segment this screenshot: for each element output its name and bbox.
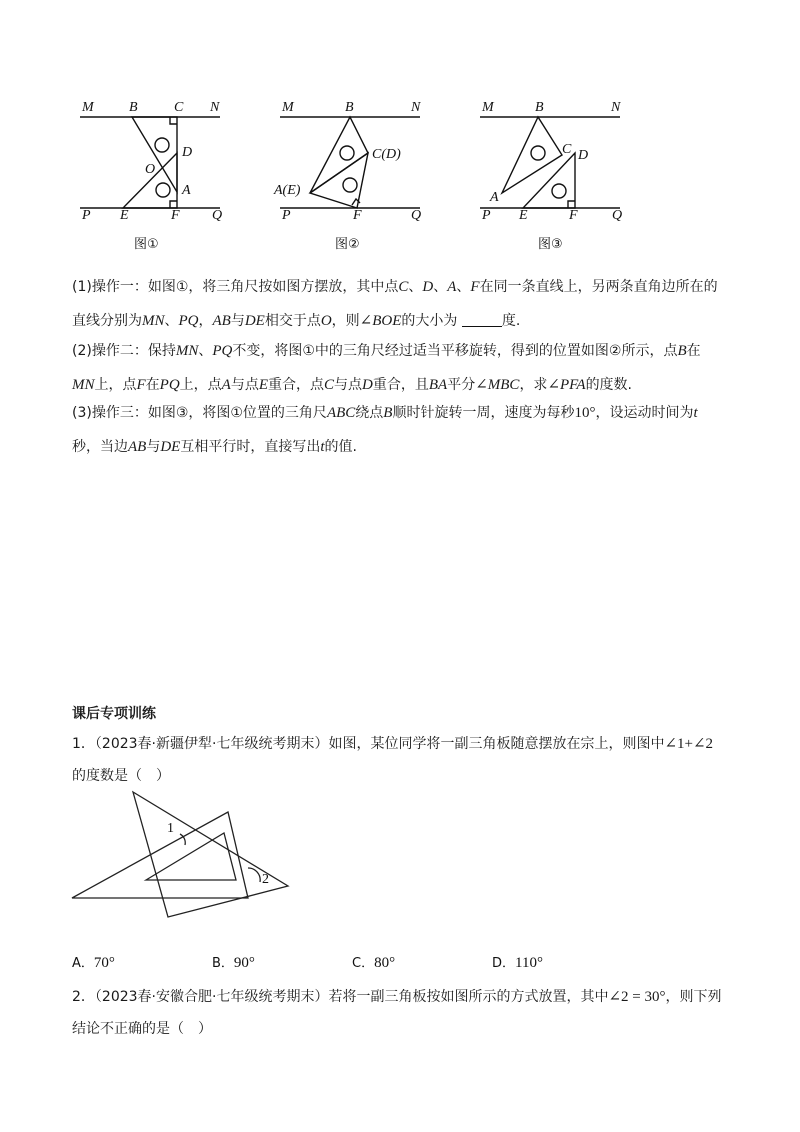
fig1-label-d: D <box>182 145 193 160</box>
fig1-label-q: Q <box>212 208 223 223</box>
fig3-label-q: Q <box>612 208 623 223</box>
question-1-figure <box>70 790 300 930</box>
operation-2-question: (2)操作二：保持MN、PQ不变，将图①中的三角尺经过适当平移旋转，得到的位置如图②所示，点B在 MN上，点F在PQ上，点A与点E重合，点C与点D重合，且BA平分∠MBC，求∠PFA的度数. <box>72 343 701 393</box>
fig2-caption: 图② <box>335 237 360 252</box>
fig2-label-cd: C(D) <box>372 147 401 162</box>
fig2-label-b: B <box>345 100 354 115</box>
option-c[interactable]: C．80° <box>352 955 396 971</box>
question-2: 2．（2023春·安徽合肥·七年级统考期末）若将一副三角板按如图所示的方式放置，其中∠2 = 30°，则下列 结论不正确的是（ ） <box>72 989 722 1037</box>
fig3-label-f: F <box>569 208 578 223</box>
fig1-label-p: P <box>82 208 91 223</box>
fig1-label-f: F <box>171 208 180 223</box>
section-title: 课后专项训练 <box>72 706 156 722</box>
fig3-label-e: E <box>519 208 528 223</box>
angle-1-label: 1 <box>167 821 174 836</box>
fig2-label-ae: A(E) <box>274 183 301 198</box>
option-a[interactable]: A．70° <box>72 955 115 971</box>
fig2-label-q: Q <box>411 208 422 223</box>
operation-3-question: (3)操作三：如图③，将图①位置的三角尺ABC绕点B顺时针旋转一周，速度为每秒10°，设运动时间为t 秒，当边AB与DE互相平行时，直接写出t的值. <box>72 405 698 455</box>
fig1-label-o: O <box>145 162 156 177</box>
fig1-label-c: C <box>174 100 184 115</box>
option-d[interactable]: D．110° <box>492 955 543 971</box>
fig3-caption: 图③ <box>538 237 563 252</box>
figure-3-diagram <box>470 95 640 255</box>
fig1-label-b: B <box>129 100 138 115</box>
fig3-label-b: B <box>535 100 544 115</box>
question-1: 1．（2023春·新疆伊犁·七年级统考期末）如图，某位同学将一副三角板随意摆放在宗上，则图中∠1+∠2 的度数是（ ） <box>72 736 714 784</box>
fig3-label-a: A <box>490 190 499 205</box>
option-b[interactable]: B．90° <box>212 955 255 971</box>
fig3-label-c: C <box>562 142 572 157</box>
answer-blank[interactable] <box>462 314 502 327</box>
fig2-label-f: F <box>353 208 362 223</box>
fig2-label-n: N <box>411 100 421 115</box>
fig2-label-m: M <box>282 100 294 115</box>
fig2-label-p: P <box>282 208 291 223</box>
fig1-label-a: A <box>182 183 191 198</box>
fig3-label-d: D <box>578 148 589 163</box>
fig3-label-p: P <box>482 208 491 223</box>
fig3-label-n: N <box>611 100 621 115</box>
fig1-caption: 图① <box>134 237 159 252</box>
figure-2-diagram <box>270 95 440 255</box>
fig1-label-n: N <box>210 100 220 115</box>
operation-1-question: (1)操作一：如图①，将三角尺按如图方摆放，其中点C、D、A、F在同一条直线上，另两条直角边所在的 直线分别为MN、PQ，AB与DE相交于点O，则∠BOE的大小为 度. <box>72 279 718 329</box>
angle-2-label: 2 <box>262 872 269 887</box>
fig3-label-m: M <box>482 100 494 115</box>
fig1-label-e: E <box>120 208 129 223</box>
fig1-label-m: M <box>82 100 94 115</box>
